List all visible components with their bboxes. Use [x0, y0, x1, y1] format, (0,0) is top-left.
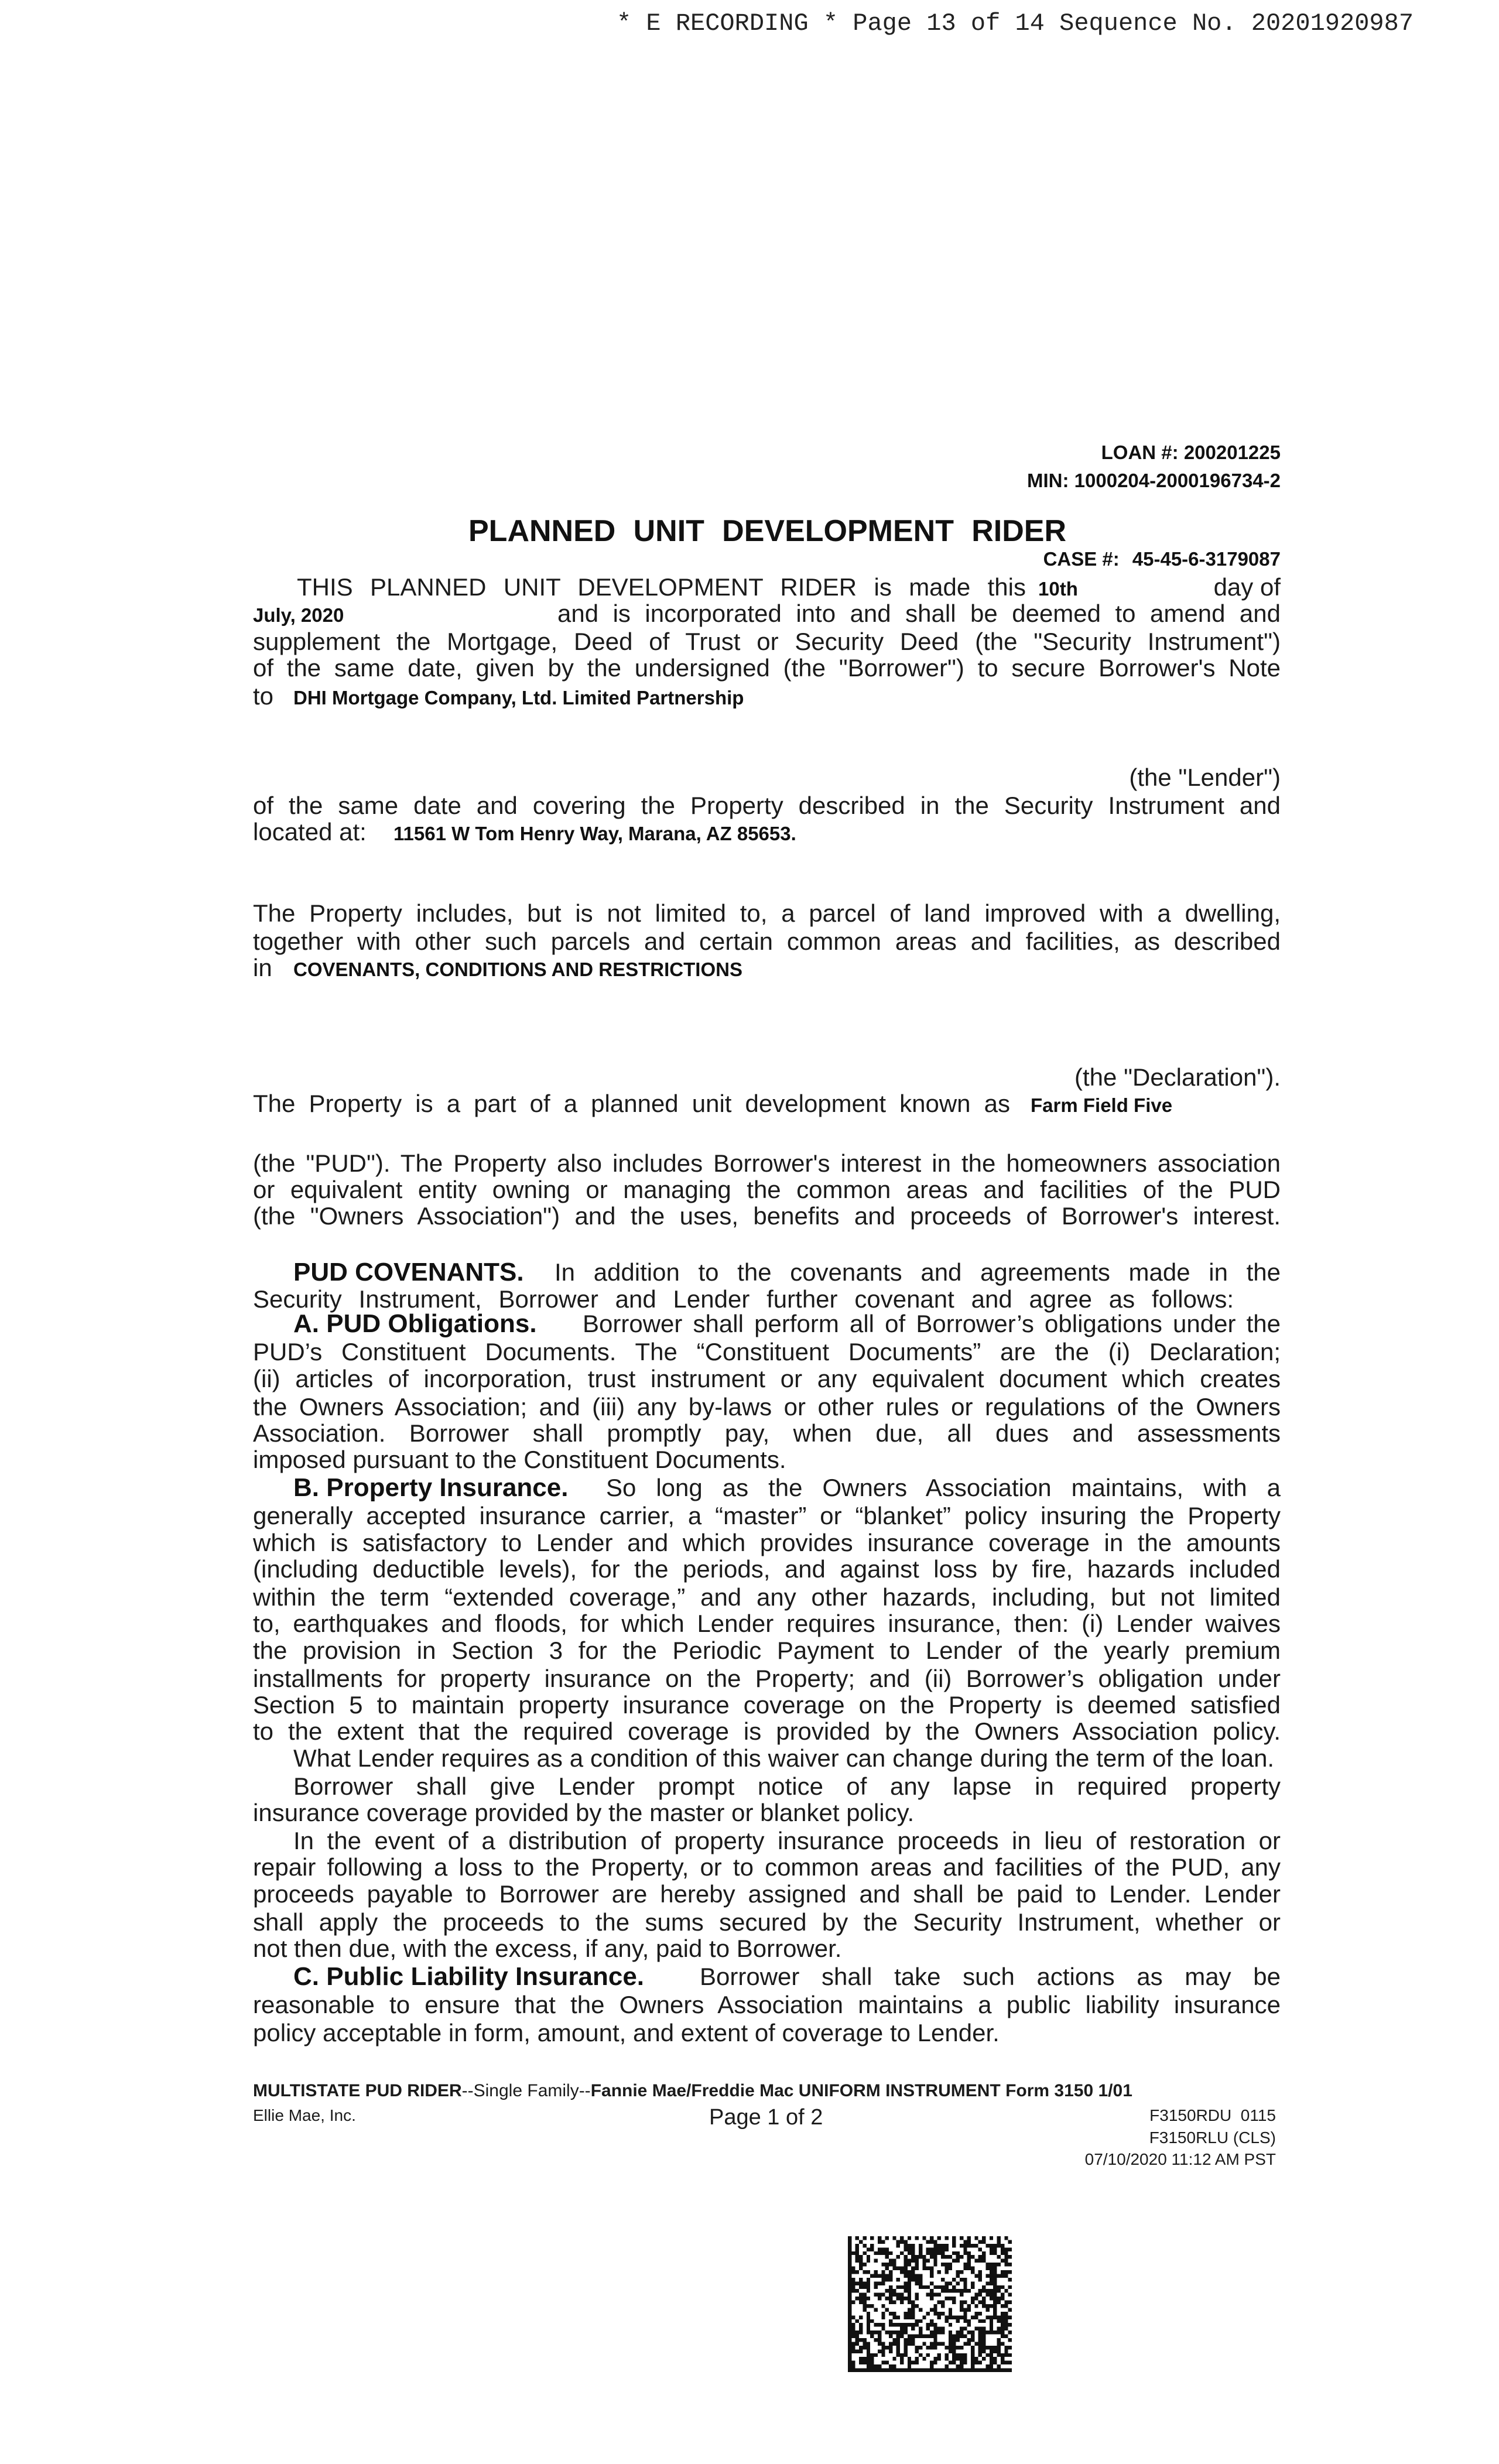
section-b-line: (including deductible levels), for the periods, and against loss by fire, hazards included: [253, 1555, 1281, 1583]
footer-form-type: --Single Family--: [461, 2081, 591, 2100]
section-a-line: Borrower shall perform all of Borrower’s obligations under the: [583, 1310, 1281, 1337]
section-c-line: reasonable to ensure that the Owners Association maintains a public liability insurance: [253, 1991, 1281, 2018]
section-b-line: What Lender requires as a condition of this waiver can change during the term of the loan.: [293, 1744, 1274, 1772]
section-a-line: (ii) articles of incorporation, trust instrument or any equivalent document which creates: [253, 1365, 1281, 1392]
2d-barcode: [848, 2236, 1012, 2372]
section-b-line: installments for property insurance on the Property; and (ii) Borrower’s obligation under: [253, 1665, 1281, 1692]
min-label: MIN:: [1027, 470, 1069, 491]
section-a-line: imposed pursuant to the Constituent Documents.: [253, 1446, 786, 1473]
footer-page-number: Page 1 of 2: [709, 2105, 823, 2130]
property-line: or equivalent entity owning or managing the common areas and facilities of the PUD: [253, 1176, 1281, 1203]
pud-name-field: Farm Field Five: [1031, 1094, 1173, 1116]
section-c-line: policy acceptable in form, amount, and extent of coverage to Lender.: [253, 2019, 1000, 2047]
property-line: The Property is a part of a planned unit development known as: [253, 1090, 1010, 1117]
case-value: 45-45-6-3179087: [1132, 548, 1281, 570]
document-title: PLANNED UNIT DEVELOPMENT RIDER: [468, 514, 1066, 548]
property-line: (the "Owners Association") and the uses, benefits and proceeds of Borrower's interest.: [253, 1202, 1281, 1230]
section-b-line: shall apply the proceeds to the sums secured by the Security Instrument, whether or: [253, 1908, 1281, 1936]
intro-line: located at:: [253, 818, 367, 846]
section-b-line: not then due, with the excess, if any, paid to Borrower.: [253, 1935, 842, 1962]
intro-line: of the same date, given by the undersigned (the "Borrower") to secure Borrower's Note: [253, 654, 1281, 682]
section-a-line: the Owners Association; and (iii) any by-laws or other rules or regulations of the Owners: [253, 1393, 1281, 1421]
section-b-line: Borrower shall give Lender prompt notice of any lapse in required property: [293, 1772, 1281, 1800]
pud-covenants-heading: PUD COVENANTS.: [293, 1258, 524, 1286]
footer-form-instrument: Fannie Mae/Freddie Mac UNIFORM INSTRUMENT Form 3150 1/01: [590, 2081, 1132, 2100]
section-b-line: In the event of a distribution of property insurance proceeds in lieu of restoration or: [293, 1827, 1281, 1854]
footer-form-title: MULTISTATE PUD RIDER: [253, 2081, 462, 2100]
section-b-line: generally accepted insurance carrier, a “master” or “blanket” policy insuring the Property: [253, 1502, 1281, 1529]
intro-line: THIS PLANNED UNIT DEVELOPMENT RIDER is made this: [297, 573, 1026, 601]
footer-vendor: Ellie Mae, Inc.: [253, 2106, 356, 2124]
section-a-line: Association. Borrower shall promptly pay, when due, all dues and assessments: [253, 1419, 1281, 1447]
section-b-line: So long as the Owners Association maintains, with a: [606, 1474, 1281, 1501]
covenants-line: In addition to the covenants and agreements made in the: [555, 1258, 1281, 1286]
lender-name-field: DHI Mortgage Company, Ltd. Limited Partnership: [293, 687, 744, 709]
property-line: in: [253, 954, 272, 981]
intro-line: of the same date and covering the Property described in the Security Instrument and: [253, 792, 1281, 819]
footer-timestamp: 07/10/2020 11:12 AM PST: [1084, 2150, 1276, 2168]
case-label: CASE #:: [1043, 548, 1120, 570]
section-b-line: Section 5 to maintain property insurance coverage on the Property is deemed satisfied: [253, 1691, 1281, 1719]
intro-line: to: [253, 682, 274, 710]
section-b-heading: B. Property Insurance.: [293, 1473, 569, 1502]
loan-label: LOAN #:: [1101, 442, 1179, 463]
footer-form-code: F3150RDU 0115: [1149, 2106, 1276, 2124]
footer-form-code: F3150RLU (CLS): [1149, 2128, 1276, 2147]
case-number: [1043, 546, 1281, 573]
section-b-line: insurance coverage provided by the master or blanket policy.: [253, 1799, 915, 1826]
section-b-line: within the term “extended coverage,” and any other hazards, including, but not limited: [253, 1583, 1281, 1611]
section-c-line: Borrower shall take such actions as may be: [700, 1963, 1281, 1990]
property-line: (the "Declaration").: [1074, 1063, 1281, 1091]
intro-line: (the "Lender"): [1129, 764, 1281, 791]
day-field: 10th: [1038, 578, 1078, 600]
intro-line: and is incorporated into and shall be deemed to amend and: [557, 600, 1281, 627]
loan-value: 200201225: [1183, 442, 1281, 463]
section-b-line: to, earthquakes and floods, for which Lender requires insurance, then: (i) Lender waives: [253, 1610, 1281, 1637]
loan-number: [1101, 439, 1281, 466]
declaration-field: COVENANTS, CONDITIONS AND RESTRICTIONS: [293, 959, 742, 980]
footer-form-line: [253, 2078, 1182, 2104]
section-b-line: which is satisfactory to Lender and which provides insurance coverage in the amounts: [253, 1529, 1281, 1556]
intro-line: supplement the Mortgage, Deed of Trust or Security Deed (the "Security Instrument"): [253, 628, 1281, 655]
min-value: 1000204-2000196734-2: [1074, 470, 1281, 491]
section-b-line: to the extent that the required coverage is provided by the Owners Association policy.: [253, 1717, 1281, 1745]
section-b-line: proceeds payable to Borrower are hereby assigned and shall be paid to Lender. Lender: [253, 1880, 1281, 1908]
property-address-field: 11561 W Tom Henry Way, Marana, AZ 85653.: [393, 823, 796, 844]
intro-line: day of: [1213, 573, 1281, 601]
section-a-line: PUD’s Constituent Documents. The “Constituent Documents” are the (i) Declaration;: [253, 1338, 1281, 1366]
section-b-line: the provision in Section 3 for the Periodic Payment to Lender of the yearly premium: [253, 1637, 1281, 1664]
section-c-heading: C. Public Liability Insurance.: [293, 1962, 645, 1991]
min-number: [1027, 467, 1281, 494]
section-a-heading: A. PUD Obligations.: [293, 1309, 537, 1338]
recording-header: * E RECORDING * Page 13 of 14 Sequence No. 20201920987: [617, 9, 1414, 37]
date-field: July, 2020: [253, 604, 344, 626]
property-line: The Property includes, but is not limited to, a parcel of land improved with a dwelling,: [253, 899, 1281, 927]
property-line: together with other such parcels and certain common areas and facilities, as described: [253, 928, 1281, 955]
covenants-line: Security Instrument, Borrower and Lender further covenant and agree as follows:: [253, 1285, 1234, 1313]
property-line: (the "PUD"). The Property also includes Borrower's interest in the homeowners association: [253, 1149, 1281, 1177]
section-b-line: repair following a loss to the Property, or to common areas and facilities of the PUD, any: [253, 1853, 1281, 1881]
